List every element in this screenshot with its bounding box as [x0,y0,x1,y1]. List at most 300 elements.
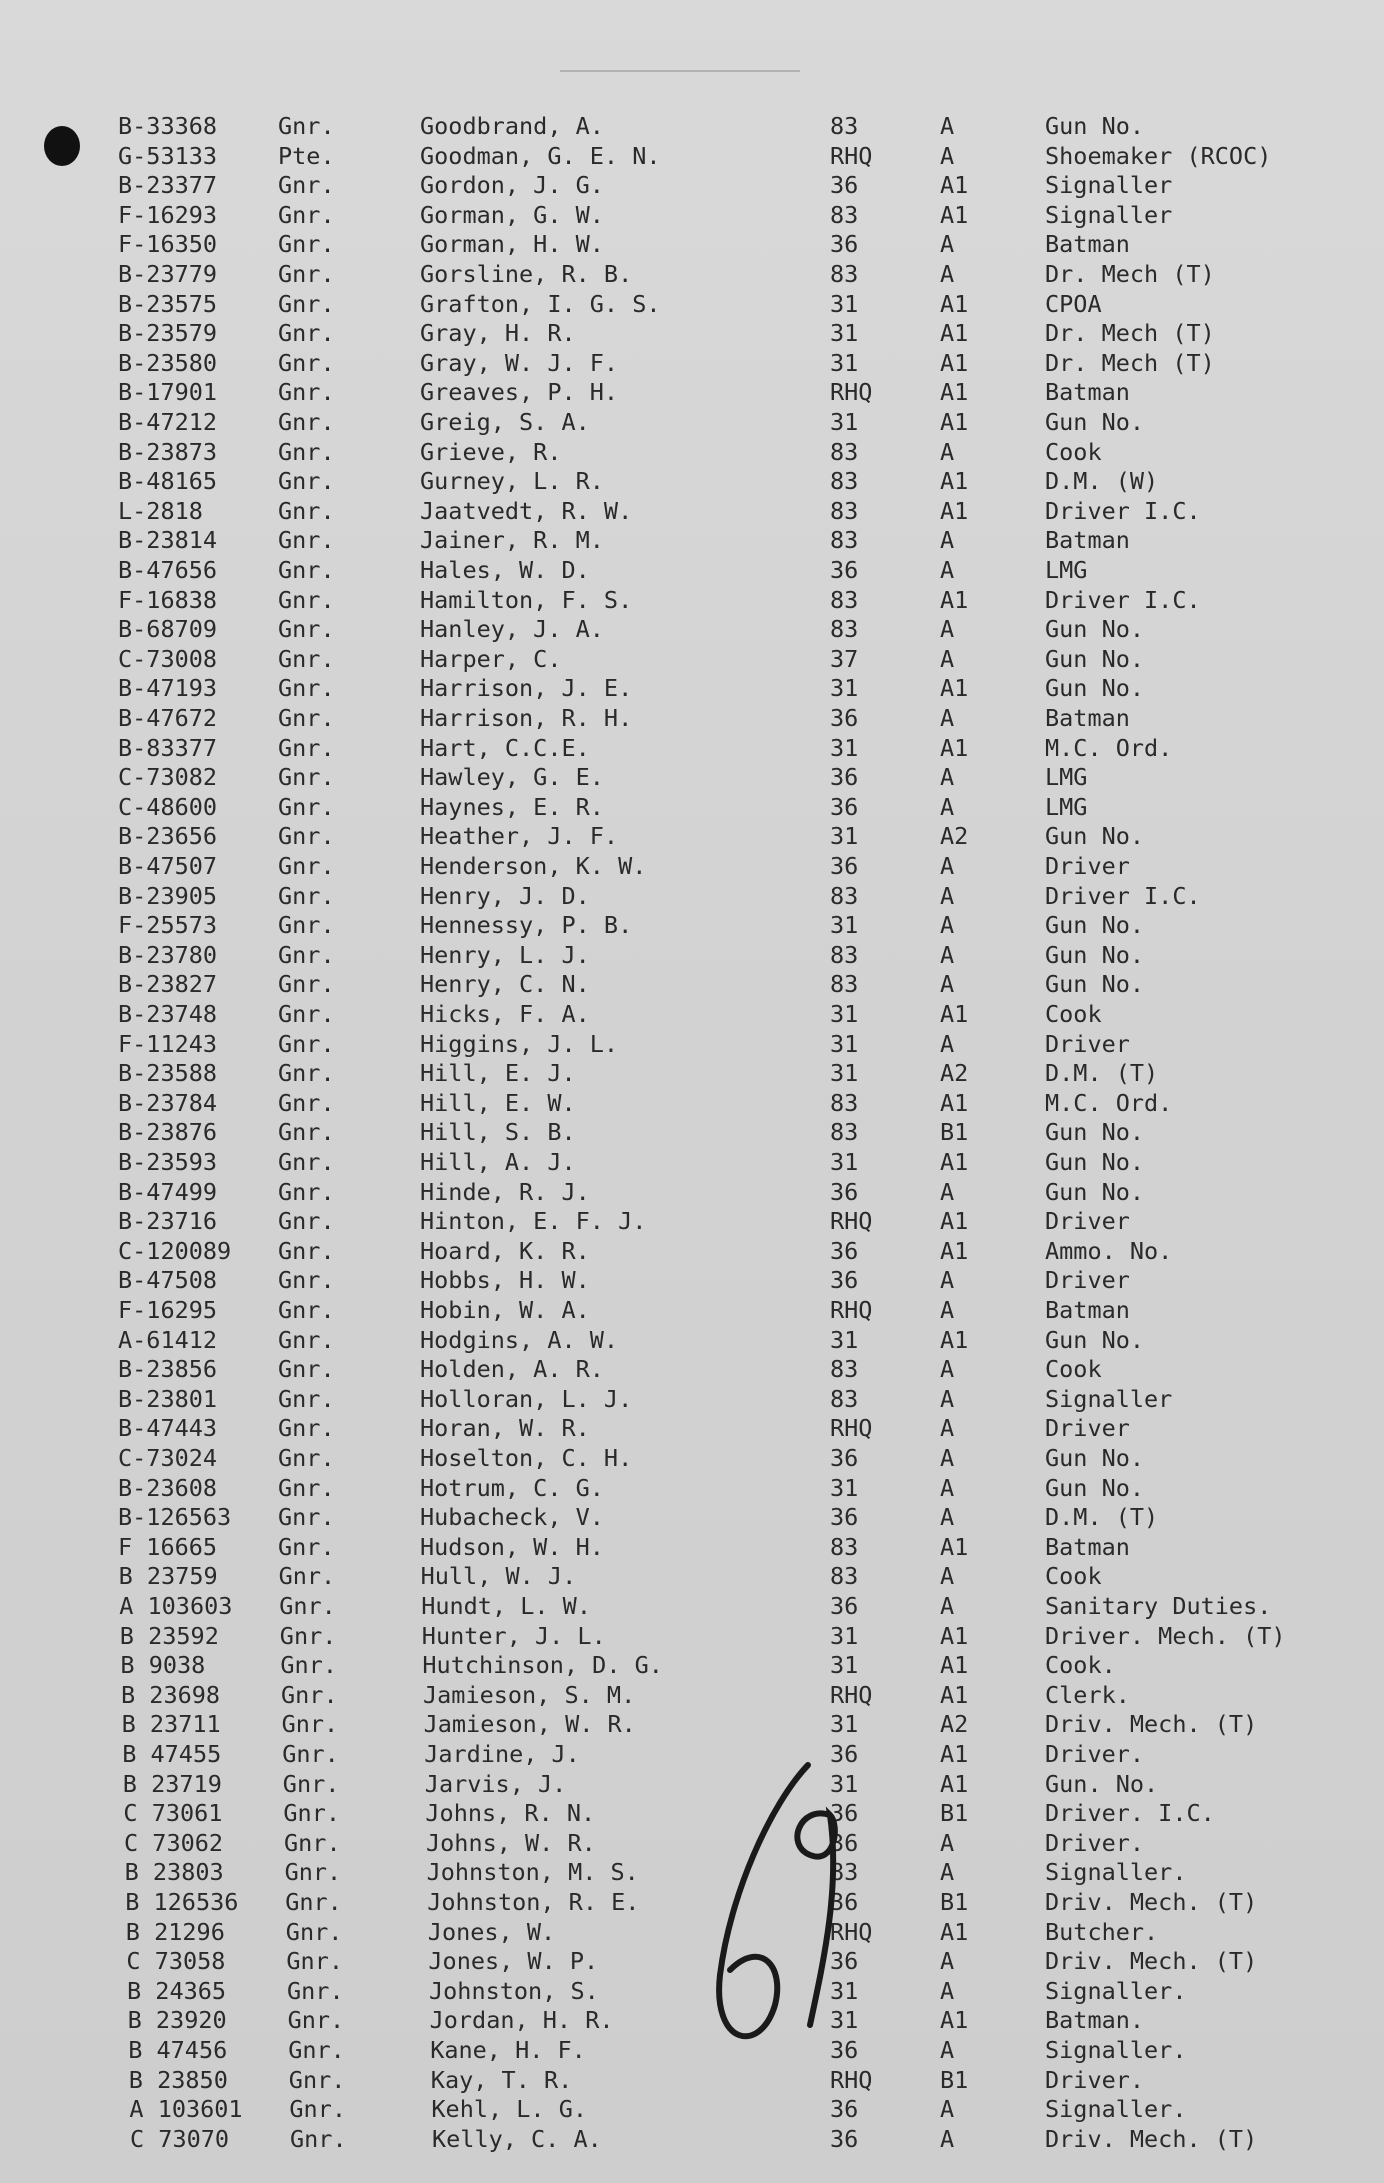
cell-duty: LMG [1045,792,1088,821]
cell-rank: Gnr. [278,260,335,288]
cell-name: Gray, H. R. [420,319,576,348]
cell-rank: Gnr. [278,1000,335,1028]
cell-service-number: B-47656 [118,556,218,584]
cell-name: Hicks, F. A. [420,1000,590,1028]
cell-unit: 31 [830,733,859,762]
cell-rank: Gnr. [290,2124,347,2153]
cell-unit: 31 [830,289,859,318]
cell-duty: Batman [1045,526,1130,555]
cell-duty: Gun No. [1045,1177,1145,1206]
cell-name: Kelly, C. A. [432,2124,602,2153]
table-row [0,1355,1384,1384]
table-row [0,438,1384,467]
cell-unit: 83 [830,437,859,466]
cell-duty: Gun. No. [1045,1769,1159,1798]
cell-rank: Gnr. [278,822,335,851]
cell-unit: 31 [830,1000,859,1028]
cell-duty: Gun No. [1045,1325,1145,1354]
cell-rank: Gnr. [278,1296,335,1324]
cell-unit: 83 [830,526,859,555]
cell-name: Jordan, H. R. [429,2006,614,2035]
cell-category: A1 [940,289,969,318]
cell-name: Jardine, J. [424,1740,580,1768]
cell-name: Greaves, P. H. [420,378,619,407]
cell-name: Gordon, J. G. [420,171,604,200]
cell-unit: 83 [830,260,859,288]
cell-service-number: B-23801 [118,1384,218,1413]
cell-category: B1 [940,1799,969,1828]
table-row [0,1414,1384,1443]
cell-duty: Driver. I.C. [1045,1799,1215,1828]
cell-service-number: C 73058 [126,1947,226,1976]
cell-unit: 36 [830,1266,859,1295]
cell-duty: Signaller [1045,1384,1173,1413]
cell-duty: Signaller [1045,171,1173,200]
cell-rank: Gnr. [278,1444,335,1472]
cell-category: A1 [940,733,969,762]
cell-name: Hobin, W. A. [420,1296,590,1324]
cell-service-number: B-23575 [118,289,218,318]
cell-rank: Gnr. [288,2065,346,2094]
cell-unit: 83 [830,112,859,140]
cell-name: Hennessy, P. B. [420,911,633,940]
cell-service-number: B-47508 [118,1266,218,1295]
cell-category: A [940,141,955,170]
cell-category: A [940,1828,955,1857]
table-row [0,1503,1384,1532]
table-row [0,852,1384,881]
cell-duty: CPOA [1045,289,1102,318]
cell-service-number: C 73061 [123,1799,223,1828]
cell-service-number: B-23827 [118,970,218,999]
cell-category: B1 [940,1888,969,1916]
cell-category: A [940,112,955,140]
cell-name: Gorman, H. W. [420,230,604,259]
cell-category: B1 [940,2065,969,2094]
cell-duty: Cook [1045,1000,1102,1028]
cell-duty: LMG [1045,763,1088,792]
cell-service-number: B-23876 [118,1118,218,1147]
cell-rank: Gnr. [282,1769,340,1798]
cell-duty: Gun No. [1045,911,1145,940]
cell-service-number: B-23716 [118,1207,218,1236]
cell-unit: 31 [830,319,859,348]
table-row [0,763,1384,792]
cell-duty: Dr. Mech (T) [1045,319,1215,348]
cell-duty: Driver I.C. [1045,881,1201,910]
cell-unit: RHQ [830,1680,873,1709]
cell-rank: Gnr. [278,585,335,614]
cell-rank: Gnr. [281,1710,339,1739]
cell-name: Johns, W. R. [426,1828,596,1857]
cell-service-number: B-23780 [118,940,218,969]
cell-name: Gray, W. J. F. [420,348,619,377]
cell-unit: 36 [830,556,859,584]
cell-name: Grieve, R. [420,437,562,466]
cell-rank: Gnr. [278,644,335,673]
cell-category: A [940,792,955,821]
cell-duty: Driver I.C. [1045,585,1201,614]
cell-category: A1 [940,1207,969,1236]
cell-duty: Batman. [1045,2006,1145,2035]
cell-category: A1 [940,171,969,200]
table-row [0,1533,1384,1562]
cell-category: A [940,970,955,999]
cell-unit: 31 [830,348,859,377]
cell-rank: Gnr. [279,1621,337,1650]
cell-rank: Gnr. [278,1118,335,1147]
cell-unit: 83 [830,1088,859,1117]
cell-unit: 36 [830,1444,859,1472]
cell-category: A [940,1473,955,1502]
cell-category: A [940,911,955,940]
cell-name: Greig, S. A. [420,408,590,436]
cell-unit: 83 [830,1562,859,1591]
cell-name: Hinton, E. F. J. [420,1207,647,1236]
cell-unit: 83 [830,1118,859,1147]
table-row [0,230,1384,259]
cell-name: Johnston, S. [429,1976,599,2005]
cell-category: A1 [940,1740,969,1768]
cell-unit: 31 [830,1148,859,1176]
table-row [0,201,1384,230]
cell-duty: Gun No. [1045,1118,1145,1147]
cell-duty: Dr. Mech (T) [1045,348,1215,377]
cell-duty: Signaller. [1045,2095,1187,2124]
cell-unit: 31 [830,2006,859,2035]
cell-duty: Driv. Mech. (T) [1045,1888,1258,1916]
cell-service-number: B 23719 [122,1769,222,1798]
cell-duty: Gun No. [1045,1444,1145,1472]
cell-rank: Gnr. [278,1355,335,1384]
cell-category: A [940,526,955,555]
handwritten-page-number [690,1725,850,2105]
cell-duty: Batman [1045,1532,1130,1561]
cell-category: A [940,1355,955,1384]
cell-service-number: B-23748 [118,1000,218,1028]
cell-name: Gorman, G. W. [420,200,604,229]
cell-service-number: B-23377 [118,171,218,200]
cell-unit: 83 [830,615,859,644]
cell-rank: Gnr. [288,2036,345,2064]
cell-rank: Gnr. [278,200,335,229]
cell-unit: 36 [830,171,859,200]
cell-service-number: B-23784 [118,1088,218,1117]
cell-name: Hodgins, A. W. [420,1325,619,1354]
table-row [0,1326,1384,1355]
cell-category: A1 [940,1325,969,1354]
cell-unit: 83 [830,1858,859,1887]
cell-duty: Cook [1045,1562,1102,1591]
cell-duty: D.M. (T) [1045,1503,1159,1532]
cell-category: A [940,704,955,732]
cell-category: A [940,1414,955,1443]
table-row [0,1651,1384,1680]
cell-unit: 31 [830,911,859,940]
cell-name: Hunter, J. L. [421,1621,606,1650]
table-row [0,378,1384,407]
cell-category: A [940,1444,955,1472]
cell-category: A [940,1029,955,1058]
cell-category: A [940,1384,955,1413]
cell-duty: Cook [1045,437,1102,466]
cell-service-number: C-48600 [118,792,218,821]
cell-duty: Gun No. [1045,644,1145,673]
cell-rank: Gnr. [278,408,335,436]
cell-duty: Gun No. [1045,970,1145,999]
cell-name: Hoselton, C. H. [420,1444,633,1472]
table-row [0,586,1384,615]
cell-unit: 36 [830,1592,859,1620]
cell-unit: 31 [830,408,859,436]
cell-unit: RHQ [830,141,873,170]
cell-name: Higgins, J. L. [420,1029,619,1058]
cell-rank: Gnr. [282,1740,339,1768]
cell-duty: Driv. Mech. (T) [1045,1947,1258,1976]
cell-service-number: B-83377 [118,733,218,762]
cell-rank: Gnr. [278,1503,335,1532]
cell-unit: 31 [830,1473,859,1502]
cell-service-number: G-53133 [118,141,218,170]
cell-service-number: F-16293 [118,200,218,229]
cell-unit: 36 [830,230,859,259]
cell-duty: Batman [1045,704,1130,732]
cell-category: A1 [940,1651,969,1680]
cell-rank: Gnr. [278,1384,335,1413]
cell-duty: Batman [1045,378,1130,407]
cell-name: Hudson, W. H. [420,1532,604,1561]
cell-unit: 36 [830,1503,859,1532]
cell-name: Kane, H. F. [430,2036,586,2064]
cell-rank: Gnr. [278,911,335,940]
cell-name: Hull, W. J. [420,1562,577,1591]
cell-rank: Gnr. [278,437,335,466]
cell-service-number: B-23593 [118,1148,218,1176]
table-row [0,615,1384,644]
cell-category: A [940,852,955,880]
cell-rank: Gnr. [278,378,335,407]
cell-category: B1 [940,1118,969,1147]
cell-duty: Signaller [1045,200,1173,229]
cell-unit: RHQ [830,1207,873,1236]
cell-rank: Gnr. [284,1828,341,1857]
cell-unit: 83 [830,585,859,614]
cell-unit: 36 [830,1888,859,1916]
cell-service-number: B-47443 [118,1414,218,1443]
cell-service-number: F 16665 [118,1532,218,1561]
cell-category: A [940,1562,955,1591]
cell-name: Kay, T. R. [430,2065,573,2094]
cell-unit: RHQ [830,1917,873,1946]
cell-service-number: B-17901 [118,378,218,407]
cell-name: Holden, A. R. [420,1355,604,1384]
cell-duty: Driver. [1045,1740,1145,1768]
cell-category: A1 [940,200,969,229]
cell-service-number: C-73024 [118,1444,218,1472]
cell-name: Hill, E. J. [420,1059,576,1088]
cell-service-number: C 73062 [124,1828,224,1857]
table-row [0,1474,1384,1503]
cell-category: A [940,260,955,288]
table-row [0,1030,1384,1059]
cell-category: A1 [940,1621,969,1650]
table-row [0,290,1384,319]
cell-rank: Pte. [278,141,335,170]
cell-category: A [940,1858,955,1887]
cell-rank: Gnr. [278,1473,335,1502]
cell-service-number: B-126563 [118,1503,232,1532]
cell-duty: Driv. Mech. (T) [1045,2124,1258,2153]
cell-category: A1 [940,467,969,496]
cell-unit: 36 [830,852,859,880]
cell-category: A [940,1296,955,1324]
cell-category: A2 [940,822,969,851]
cell-service-number: B-23608 [118,1473,218,1502]
cell-name: Hart, C.C.E. [420,733,590,762]
cell-category: A2 [940,1710,969,1739]
cell-service-number: B 23920 [127,2006,227,2035]
cell-unit: 31 [830,1621,859,1650]
cell-service-number: B-23873 [118,437,218,466]
cell-unit: 83 [830,881,859,910]
cell-duty: Driver I.C. [1045,496,1201,525]
cell-rank: Gnr. [278,1266,335,1295]
cell-rank: Gnr. [278,1532,335,1561]
cell-rank: Gnr. [278,1088,335,1117]
cell-name: Harrison, J. E. [420,674,633,703]
cell-service-number: B-23656 [118,822,218,851]
cell-rank: Gnr. [278,230,335,259]
cell-unit: 36 [830,2124,859,2153]
cell-duty: Driver [1045,1414,1130,1443]
cell-service-number: B-23814 [118,526,218,555]
cell-name: Harper, C. [420,644,562,673]
cell-service-number: L-2818 [118,496,203,525]
cell-service-number: A-61412 [118,1325,218,1354]
cell-service-number: B-47499 [118,1177,218,1206]
cell-service-number: B-23779 [118,260,218,288]
top-rule [560,70,800,72]
cell-name: Hales, W. D. [420,556,590,584]
cell-unit: 36 [830,1740,859,1768]
cell-service-number: F-16838 [118,585,218,614]
cell-duty: Signaller. [1045,2036,1187,2064]
cell-service-number: B-23856 [118,1355,218,1384]
table-row [0,1178,1384,1207]
table-row [0,1118,1384,1147]
cell-unit: 37 [830,644,859,673]
cell-rank: Gnr. [287,2006,345,2035]
cell-duty: Gun No. [1045,1473,1145,1502]
cell-duty: LMG [1045,556,1088,584]
cell-service-number: C-73082 [118,763,218,792]
cell-rank: Gnr. [286,1947,343,1976]
cell-service-number: B 23711 [121,1710,221,1739]
cell-service-number: C-120089 [118,1236,232,1265]
cell-service-number: C 73070 [130,2124,230,2153]
table-row [0,941,1384,970]
table-row [0,1207,1384,1236]
table-row [0,1089,1384,1118]
cell-unit: 36 [830,792,859,821]
cell-service-number: A 103601 [129,2095,243,2124]
cell-rank: Gnr. [283,1799,340,1828]
cell-category: A [940,763,955,792]
cell-name: Johnston, M. S. [426,1858,639,1887]
cell-unit: 36 [830,704,859,732]
cell-duty: Driver [1045,1266,1130,1295]
cell-duty: Sanitary Duties. [1045,1592,1272,1620]
cell-unit: 83 [830,1384,859,1413]
cell-unit: 31 [830,1976,859,2005]
cell-duty: Cook. [1045,1651,1116,1680]
cell-duty: Driver [1045,1207,1130,1236]
cell-duty: Signaller. [1045,1858,1187,1887]
cell-rank: Gnr. [285,1917,343,1946]
cell-name: Hamilton, F. S. [420,585,633,614]
cell-name: Hoard, K. R. [420,1236,590,1265]
cell-duty: Gun No. [1045,615,1145,644]
cell-unit: 31 [830,1769,859,1798]
cell-rank: Gnr. [278,940,335,969]
table-row [0,1622,1384,1651]
cell-duty: Dr. Mech (T) [1045,260,1215,288]
cell-category: A [940,881,955,910]
cell-category: A1 [940,1917,969,1946]
cell-rank: Gnr. [278,1414,335,1443]
cell-duty: Gun No. [1045,822,1145,851]
table-row [0,822,1384,851]
cell-duty: M.C. Ord. [1045,1088,1173,1117]
cell-duty: Gun No. [1045,408,1145,436]
cell-service-number: F-16295 [118,1296,218,1324]
cell-category: A1 [940,1680,969,1709]
table-row [0,319,1384,348]
cell-rank: Gnr. [278,1562,336,1591]
cell-name: Hawley, G. E. [420,763,604,792]
cell-category: A1 [940,674,969,703]
cell-category: A1 [940,408,969,436]
cell-duty: Driver. [1045,1828,1145,1857]
cell-service-number: F-11243 [118,1029,218,1058]
cell-category: A [940,940,955,969]
cell-rank: Gnr. [278,1059,335,1088]
table-row [0,1148,1384,1177]
cell-duty: Gun No. [1045,1148,1145,1176]
table-row [0,1000,1384,1029]
cell-rank: Gnr. [278,112,335,140]
cell-category: A [940,1266,955,1295]
cell-rank: Gnr. [278,1325,335,1354]
table-row [0,112,1384,141]
cell-rank: Gnr. [278,852,335,880]
cell-name: Kehl, L. G. [431,2095,588,2124]
cell-name: Goodman, G. E. N. [420,141,661,170]
cell-name: Hundt, L. W. [421,1592,591,1620]
cell-name: Henderson, K. W. [420,852,647,880]
cell-service-number: B 23759 [118,1562,218,1591]
cell-rank: Gnr. [278,615,335,644]
cell-unit: 36 [830,763,859,792]
cell-service-number: B-23588 [118,1059,218,1088]
cell-category: A [940,2095,955,2124]
cell-service-number: B-48165 [118,467,218,496]
table-row [0,260,1384,289]
cell-category: A1 [940,1000,969,1028]
cell-rank: Gnr. [278,289,335,318]
cell-rank: Gnr. [278,1148,335,1176]
cell-rank: Gnr. [278,467,335,496]
